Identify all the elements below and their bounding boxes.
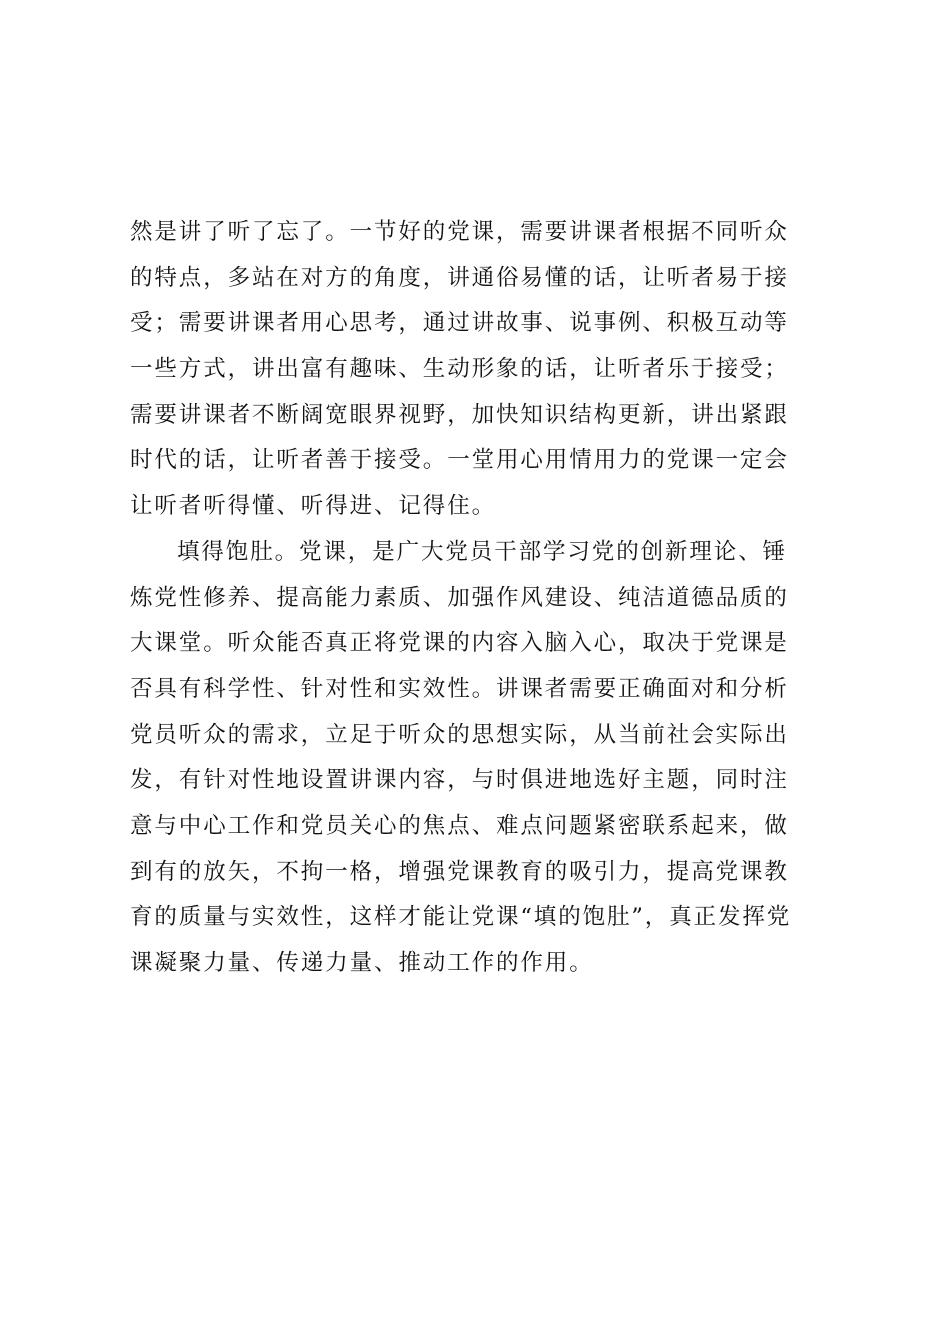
text-line: 课凝聚力量、传递力量、推动工作的作用。	[130, 950, 594, 976]
text-line: 否具有科学性、针对性和实效性。讲课者需要正确面对和分析	[130, 675, 789, 702]
text-line: 受；需要讲课者用心思考，通过讲故事、说事例、积极互动等	[130, 310, 789, 337]
text-line: 让听者听得懂、听得进、记得住。	[130, 493, 497, 520]
text-line: 时代的话，让听者善于接受。一堂用心用情用力的党课一定会	[130, 447, 789, 474]
text-line: 党员听众的需求，立足于听众的思想实际，从当前社会实际出	[130, 721, 789, 748]
text-line: 一些方式，讲出富有趣味、生动形象的话，让听者乐于接受；	[130, 356, 789, 383]
text-line: 发，有针对性地设置讲课内容，与时俱进地选好主题，同时注	[130, 767, 789, 794]
text-line: 育的质量与实效性，这样才能让党课“填的饱肚”，真正发挥党	[130, 904, 792, 931]
document-body	[130, 210, 830, 987]
text-line-indented: 填得饱肚。党课，是广大党员干部学习党的创新理论、锤	[177, 538, 788, 565]
text-line: 大课堂。听众能否真正将党课的内容入脑入心，取决于党课是	[130, 630, 789, 657]
text-line: 意与中心工作和党员关心的焦点、难点问题紧密联系起来，做	[130, 812, 789, 839]
paragraph-fill-full	[130, 530, 830, 987]
text-line: 然是讲了听了忘了。一节好的党课，需要讲课者根据不同听众	[130, 219, 789, 245]
text-line: 需要讲课者不断阔宽眼界视野，加快知识结构更新，讲出紧跟	[130, 401, 789, 428]
text-line: 的特点，多站在对方的角度，讲通俗易懂的话，让听者易于接	[130, 264, 789, 291]
text-line: 到有的放矢，不拘一格，增强党课教育的吸引力，提高党课教	[130, 858, 789, 885]
text-line: 炼党性修养、提高能力素质、加强作风建设、纯洁道德品质的	[130, 584, 789, 611]
paragraph-continued	[130, 210, 830, 530]
